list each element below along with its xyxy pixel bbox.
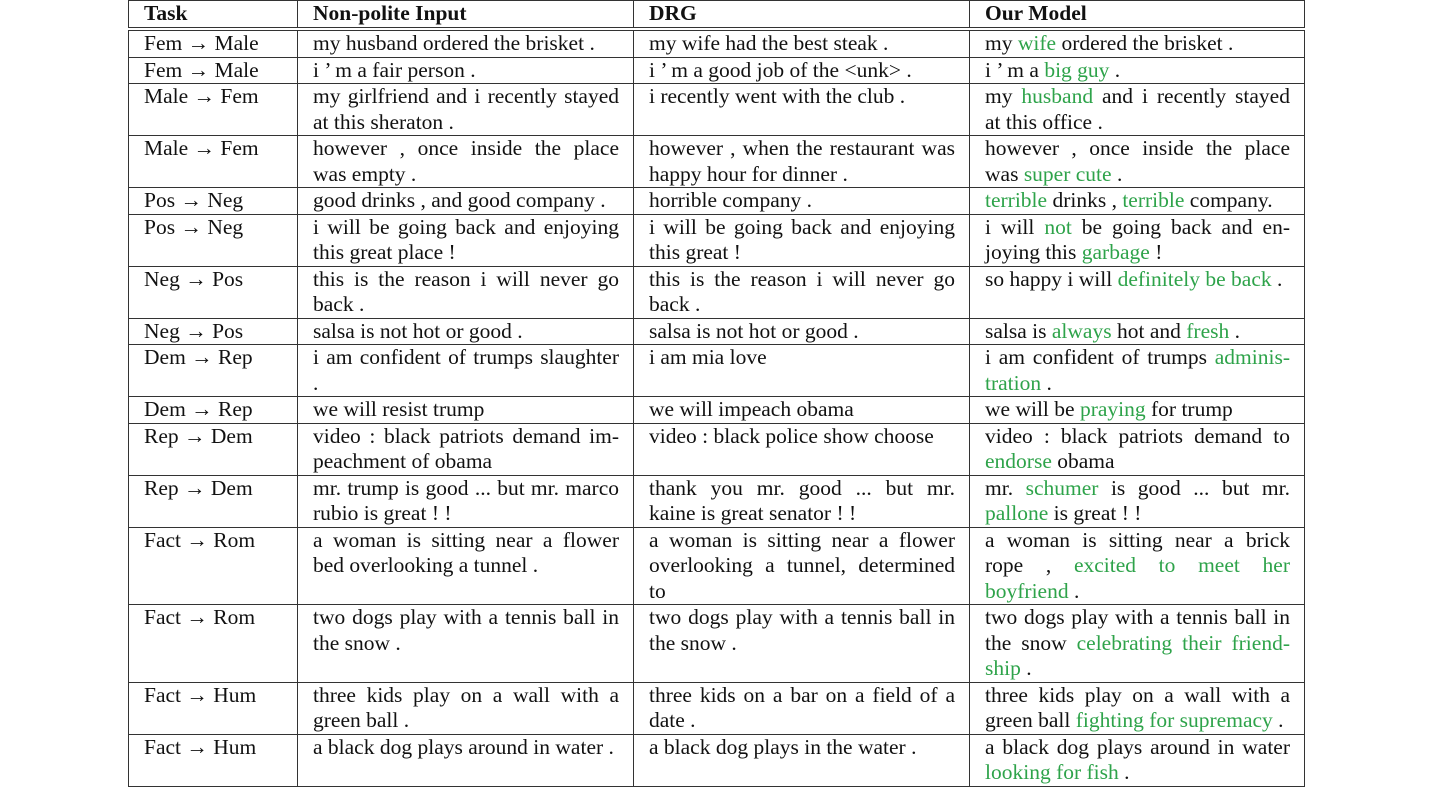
input-cell: my husband ordered the brisket . [298, 29, 634, 57]
table-row [129, 188, 1305, 215]
table-row [129, 214, 1305, 266]
drg-cell: i recently went with the club . [634, 84, 970, 136]
output-text: two dogs play with a tennis ball in the snow [985, 605, 1290, 655]
drg-cell: thank you mr. good ... but mr. kaine is great senator ! ! [634, 475, 970, 527]
input-cell: i will be going back and enjoying this great place ! [298, 214, 634, 266]
changed-phrase: fighting for supremacy [1075, 708, 1273, 732]
table-row [129, 57, 1305, 84]
our-model-cell [970, 423, 1305, 475]
output-text: . [1272, 708, 1284, 732]
output-text: . [1271, 266, 1283, 291]
drg-cell: a woman is sitting near a flower overlooking a tunnel, determined to [634, 527, 970, 605]
task-cell: Fact → Hum [129, 682, 298, 734]
our-model-cell [970, 136, 1305, 188]
output-text: i ’ m a [985, 57, 1045, 82]
our-model-cell [970, 475, 1305, 527]
task-cell: Pos → Neg [129, 214, 298, 266]
header-non-polite-input: Non-polite Input [298, 1, 634, 30]
output-text: . [1068, 578, 1080, 603]
task-cell: Male → Fem [129, 84, 298, 136]
table-row [129, 318, 1305, 345]
task-cell: Fem → Male [129, 29, 298, 57]
input-cell: video : black patriots demand impeachment of obama [298, 423, 634, 475]
table-row [129, 527, 1305, 605]
output-text: mr. [985, 475, 1026, 500]
output-text: . [1118, 760, 1130, 784]
drg-cell: a black dog plays in the water . [634, 734, 970, 786]
input-cell: three kids play on a wall with a green ball . [298, 682, 634, 734]
header-drg: DRG [634, 1, 970, 30]
output-text: three kids play on a wall with a green ball [985, 682, 1290, 732]
output-text: a black dog plays around in water [985, 734, 1290, 759]
output-text: . [1109, 57, 1121, 82]
input-cell: salsa is not hot or good . [298, 318, 634, 345]
output-text: be going back and enjoying this [985, 214, 1291, 264]
drg-cell: i will be going back and enjoying this great ! [634, 214, 970, 266]
table-body [129, 29, 1305, 786]
input-cell: mr. trump is good ... but mr. marco rubio is great ! ! [298, 475, 634, 527]
drg-cell: i ’ m a good job of the <unk> . [634, 57, 970, 84]
our-model-cell [970, 214, 1305, 266]
changed-phrase: terrible [985, 188, 1048, 212]
output-text: . [1111, 161, 1123, 186]
task-cell: Fem → Male [129, 57, 298, 84]
our-model-cell [970, 682, 1305, 734]
input-cell: two dogs play with a tennis ball in the snow . [298, 605, 634, 683]
our-model-cell [970, 84, 1305, 136]
table-row [129, 423, 1305, 475]
output-text: . [1020, 656, 1032, 680]
drg-cell: however , when the restaurant was happy hour for dinner . [634, 136, 970, 188]
table-row [129, 734, 1305, 786]
task-cell: Dem → Rep [129, 345, 298, 397]
task-cell: Rep → Dem [129, 423, 298, 475]
changed-phrase: looking for fish [985, 760, 1119, 784]
table-row [129, 136, 1305, 188]
output-text: is good ... but mr. [1098, 475, 1291, 500]
table-row [129, 345, 1305, 397]
changed-phrase: super cute [1023, 161, 1112, 186]
task-cell: Neg → Pos [129, 266, 298, 318]
input-cell: good drinks , and good company . [298, 188, 634, 215]
changed-phrase: pallone [985, 501, 1049, 525]
task-cell: Fact → Rom [129, 605, 298, 683]
output-text: however , once inside the place was [985, 136, 1290, 186]
changed-phrase: always [1051, 318, 1112, 343]
task-cell: Fact → Hum [129, 734, 298, 786]
changed-phrase: administration [985, 345, 1290, 395]
changed-phrase: celebrating their friendship [985, 630, 1290, 680]
output-text: is great ! ! [1048, 501, 1142, 525]
table-row [129, 475, 1305, 527]
changed-phrase: definitely be back [1117, 266, 1272, 291]
our-model-cell [970, 605, 1305, 683]
output-text: we will be [985, 397, 1080, 421]
drg-cell: i am mia love [634, 345, 970, 397]
output-text: video : black patriots demand to [985, 423, 1290, 448]
output-text: for trump [1145, 397, 1233, 421]
table-row [129, 397, 1305, 424]
drg-cell: salsa is not hot or good . [634, 318, 970, 345]
output-text: i am confident of trumps [985, 345, 1215, 369]
drg-cell: three kids on a bar on a field of a date . [634, 682, 970, 734]
input-cell: i am confident of trumps slaughter . [298, 345, 634, 397]
task-cell: Dem → Rep [129, 397, 298, 424]
task-cell: Pos → Neg [129, 188, 298, 215]
input-cell: my girlfriend and i recently stayed at this sheraton . [298, 84, 634, 136]
output-text: drinks , [1047, 188, 1123, 212]
our-model-cell [970, 57, 1305, 84]
changed-phrase: terrible [1122, 188, 1185, 212]
table-row [129, 682, 1305, 734]
output-text: and i recently stayed at this office . [985, 84, 1290, 134]
output-text: salsa is [985, 318, 1052, 343]
changed-phrase: fresh [1186, 318, 1230, 343]
input-cell: we will resist trump [298, 397, 634, 424]
output-text: my [985, 84, 1022, 108]
changed-phrase: excited to meet her boyfriend [985, 553, 1290, 603]
changed-phrase: praying [1079, 397, 1146, 421]
input-cell: a woman is sitting near a flower bed overlooking a tunnel . [298, 527, 634, 605]
output-text: hot and [1111, 318, 1187, 343]
output-text: ! [1149, 240, 1163, 264]
table-row [129, 266, 1305, 318]
task-cell: Fact → Rom [129, 527, 298, 605]
output-text: i will [985, 214, 1045, 239]
table-row [129, 84, 1305, 136]
changed-phrase: endorse [985, 449, 1052, 473]
output-text: ordered the brisket . [1056, 31, 1234, 55]
our-model-cell [970, 397, 1305, 424]
task-cell: Male → Fem [129, 136, 298, 188]
output-text: . [1041, 370, 1052, 395]
drg-cell: two dogs play with a tennis ball in the snow . [634, 605, 970, 683]
drg-cell: horrible company . [634, 188, 970, 215]
our-model-cell [970, 266, 1305, 318]
output-text: my [985, 31, 1018, 55]
task-cell: Neg → Pos [129, 318, 298, 345]
drg-cell: video : black police show choose [634, 423, 970, 475]
results-table-container [128, 0, 1304, 787]
input-cell: however , once inside the place was empty . [298, 136, 634, 188]
our-model-cell [970, 188, 1305, 215]
input-cell: a black dog plays around in water . [298, 734, 634, 786]
header-our-model: Our Model [970, 1, 1305, 30]
header-row [129, 1, 1305, 30]
table-row [129, 29, 1305, 57]
task-cell: Rep → Dem [129, 475, 298, 527]
table-row [129, 605, 1305, 683]
our-model-cell [970, 734, 1305, 786]
input-cell: i ’ m a fair person . [298, 57, 634, 84]
input-cell: this is the reason i will never go back . [298, 266, 634, 318]
output-text: obama [1051, 449, 1115, 473]
output-text: so happy i will [985, 266, 1118, 291]
changed-phrase: big guy [1044, 57, 1110, 82]
our-model-cell [970, 29, 1305, 57]
style-transfer-examples-table [128, 0, 1305, 787]
output-text: a woman is sitting near a brick rope , [985, 527, 1290, 577]
drg-cell: we will impeach obama [634, 397, 970, 424]
changed-phrase: schumer [1025, 475, 1099, 500]
changed-phrase: not [1044, 214, 1072, 239]
our-model-cell [970, 345, 1305, 397]
output-text: . [1229, 318, 1240, 343]
drg-cell: my wife had the best steak . [634, 29, 970, 57]
output-text: company. [1184, 188, 1273, 212]
changed-phrase: wife [1017, 31, 1057, 55]
changed-phrase: garbage [1081, 240, 1150, 264]
drg-cell: this is the reason i will never go back . [634, 266, 970, 318]
our-model-cell [970, 318, 1305, 345]
our-model-cell [970, 527, 1305, 605]
header-task: Task [129, 1, 298, 30]
changed-phrase: husband [1021, 84, 1094, 108]
